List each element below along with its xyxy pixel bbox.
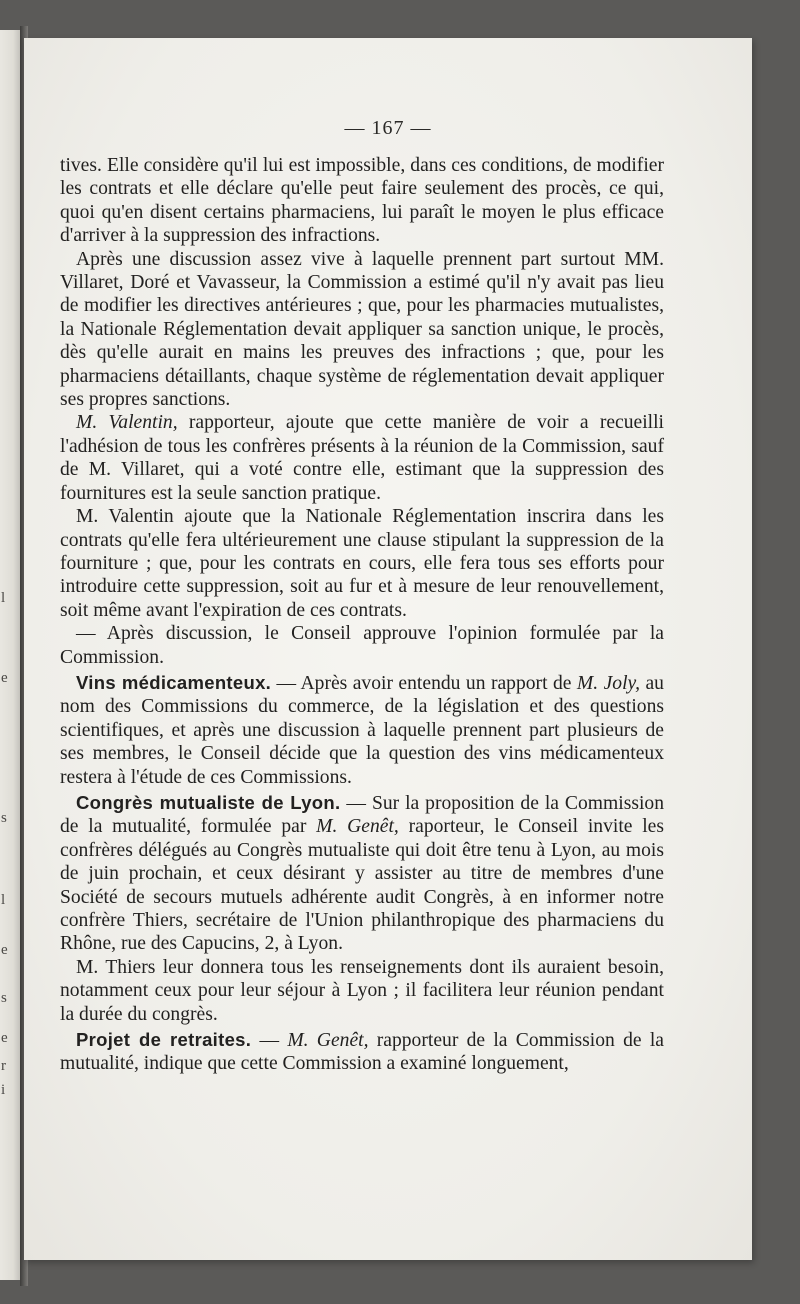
book-page xyxy=(24,38,752,1260)
section-intro: — xyxy=(251,1030,288,1052)
paragraph xyxy=(60,411,664,505)
speaker-name: M. Genêt, xyxy=(316,816,399,838)
margin-fragment: e xyxy=(1,1030,8,1046)
adjacent-page-edge xyxy=(0,30,22,1280)
paragraph: — Après discussion, le Conseil approuve l'opinion formulée par la Commission. xyxy=(60,623,664,668)
page-body xyxy=(60,154,664,1076)
speaker-name: M. Genêt, xyxy=(287,1030,369,1052)
margin-fragment: s xyxy=(1,990,7,1006)
speaker-name: M. Joly, xyxy=(576,672,641,694)
section-paragraph xyxy=(60,791,664,956)
section-text: raporteur, le Conseil invite les confrères délégués au Congrès mutualiste qui doit être tenu à Lyon, au mois de juin prochain, et ceux désirant y assister au titre de membres d'une Société de secours mutuels adhérente audit Congrès, à en informer notre confrère Thiers, secrétaire de l'Union philanthropique des pharmaciens du Rhône, rue des Capucins, 2, à Lyon. xyxy=(60,816,664,955)
paragraph: M. Thiers leur donnera tous les renseignements dont ils auraient besoin, notamment ceux pour leur séjour à Lyon ; il facilitera leur réunion pendant la durée du congrès. xyxy=(60,956,664,1025)
section-text: rapporteur de la Commission de la mutualité, indique que cette Commission a examiné longuement, xyxy=(60,1030,665,1075)
paragraph: M. Valentin ajoute que la Nationale Réglementation inscrira dans les contrats qu'elle fera ultérieurement une clause stipulant la suppression de la fourniture ; que, pour les contrats en cours, elle fera tous ses efforts pour introduire cette suppression, soit au fur et à mesure de leur renouvellement, soit même avant l'expiration de ces contrats. xyxy=(60,506,664,621)
section-paragraph xyxy=(60,671,664,789)
margin-fragment: r xyxy=(1,1058,6,1074)
section-heading: Congrès mutualiste de Lyon. xyxy=(76,791,341,813)
paragraph-text: rapporteur, ajoute que cette manière de voir a recueilli l'adhésion de tous les confrères présents à la réunion de la Commission, sauf de M. Villaret, qui a voté contre elle, estimant que la suppression des fournitures est la seule sanction pratique. xyxy=(60,412,665,504)
margin-fragment: s xyxy=(1,810,7,826)
margin-fragment: i xyxy=(1,1082,6,1098)
section-text: au nom des Commissions du commerce, de la législation et des questions scientifiques, et après une discussion à laquelle prennent part plusieurs de ses membres, le Conseil décide que la question des vins médicamenteux restera à l'étude de ces Commissions. xyxy=(60,672,664,788)
paragraph: Après une discussion assez vive à laquelle prennent part surtout MM. Villaret, Doré et Vavasseur, la Commission a estimé qu'il n'y avait pas lieu de modifier les directives antérieures ; que, pour les pharmacies mutualistes, la Nationale Réglementation devait appliquer sa sanction unique, le procès, dès qu'elle aurait en mains les preuves des infractions ; que, pour les pharmaciens détaillants, chaque système de réglementation devait appliquer ses propres sanctions. xyxy=(60,248,664,411)
section-heading: Vins médicamenteux. xyxy=(76,671,272,693)
paragraph: tives. Elle considère qu'il lui est impossible, dans ces conditions, de modifier les contrats et elle déclare qu'elle peut faire seulement des procès, ce qui, quoi qu'en disent certains pharmaciens, lui paraît le moyen le plus efficace d'arriver à la suppression des infractions. xyxy=(60,155,664,247)
margin-fragment: e xyxy=(1,942,8,958)
speaker-name: M. Valentin, xyxy=(76,412,178,434)
margin-fragment: l xyxy=(1,590,6,606)
margin-fragment: l xyxy=(1,892,6,908)
section-intro: — Après avoir entendu un rapport de xyxy=(271,672,577,694)
section-intro: — Sur la proposition de la Commission de la mutualité, formulée par xyxy=(60,792,664,838)
margin-fragment: e xyxy=(1,670,8,686)
section-heading: Projet de retraites. xyxy=(76,1029,252,1051)
section-paragraph xyxy=(60,1028,664,1076)
page-number: — 167 — xyxy=(344,117,432,139)
